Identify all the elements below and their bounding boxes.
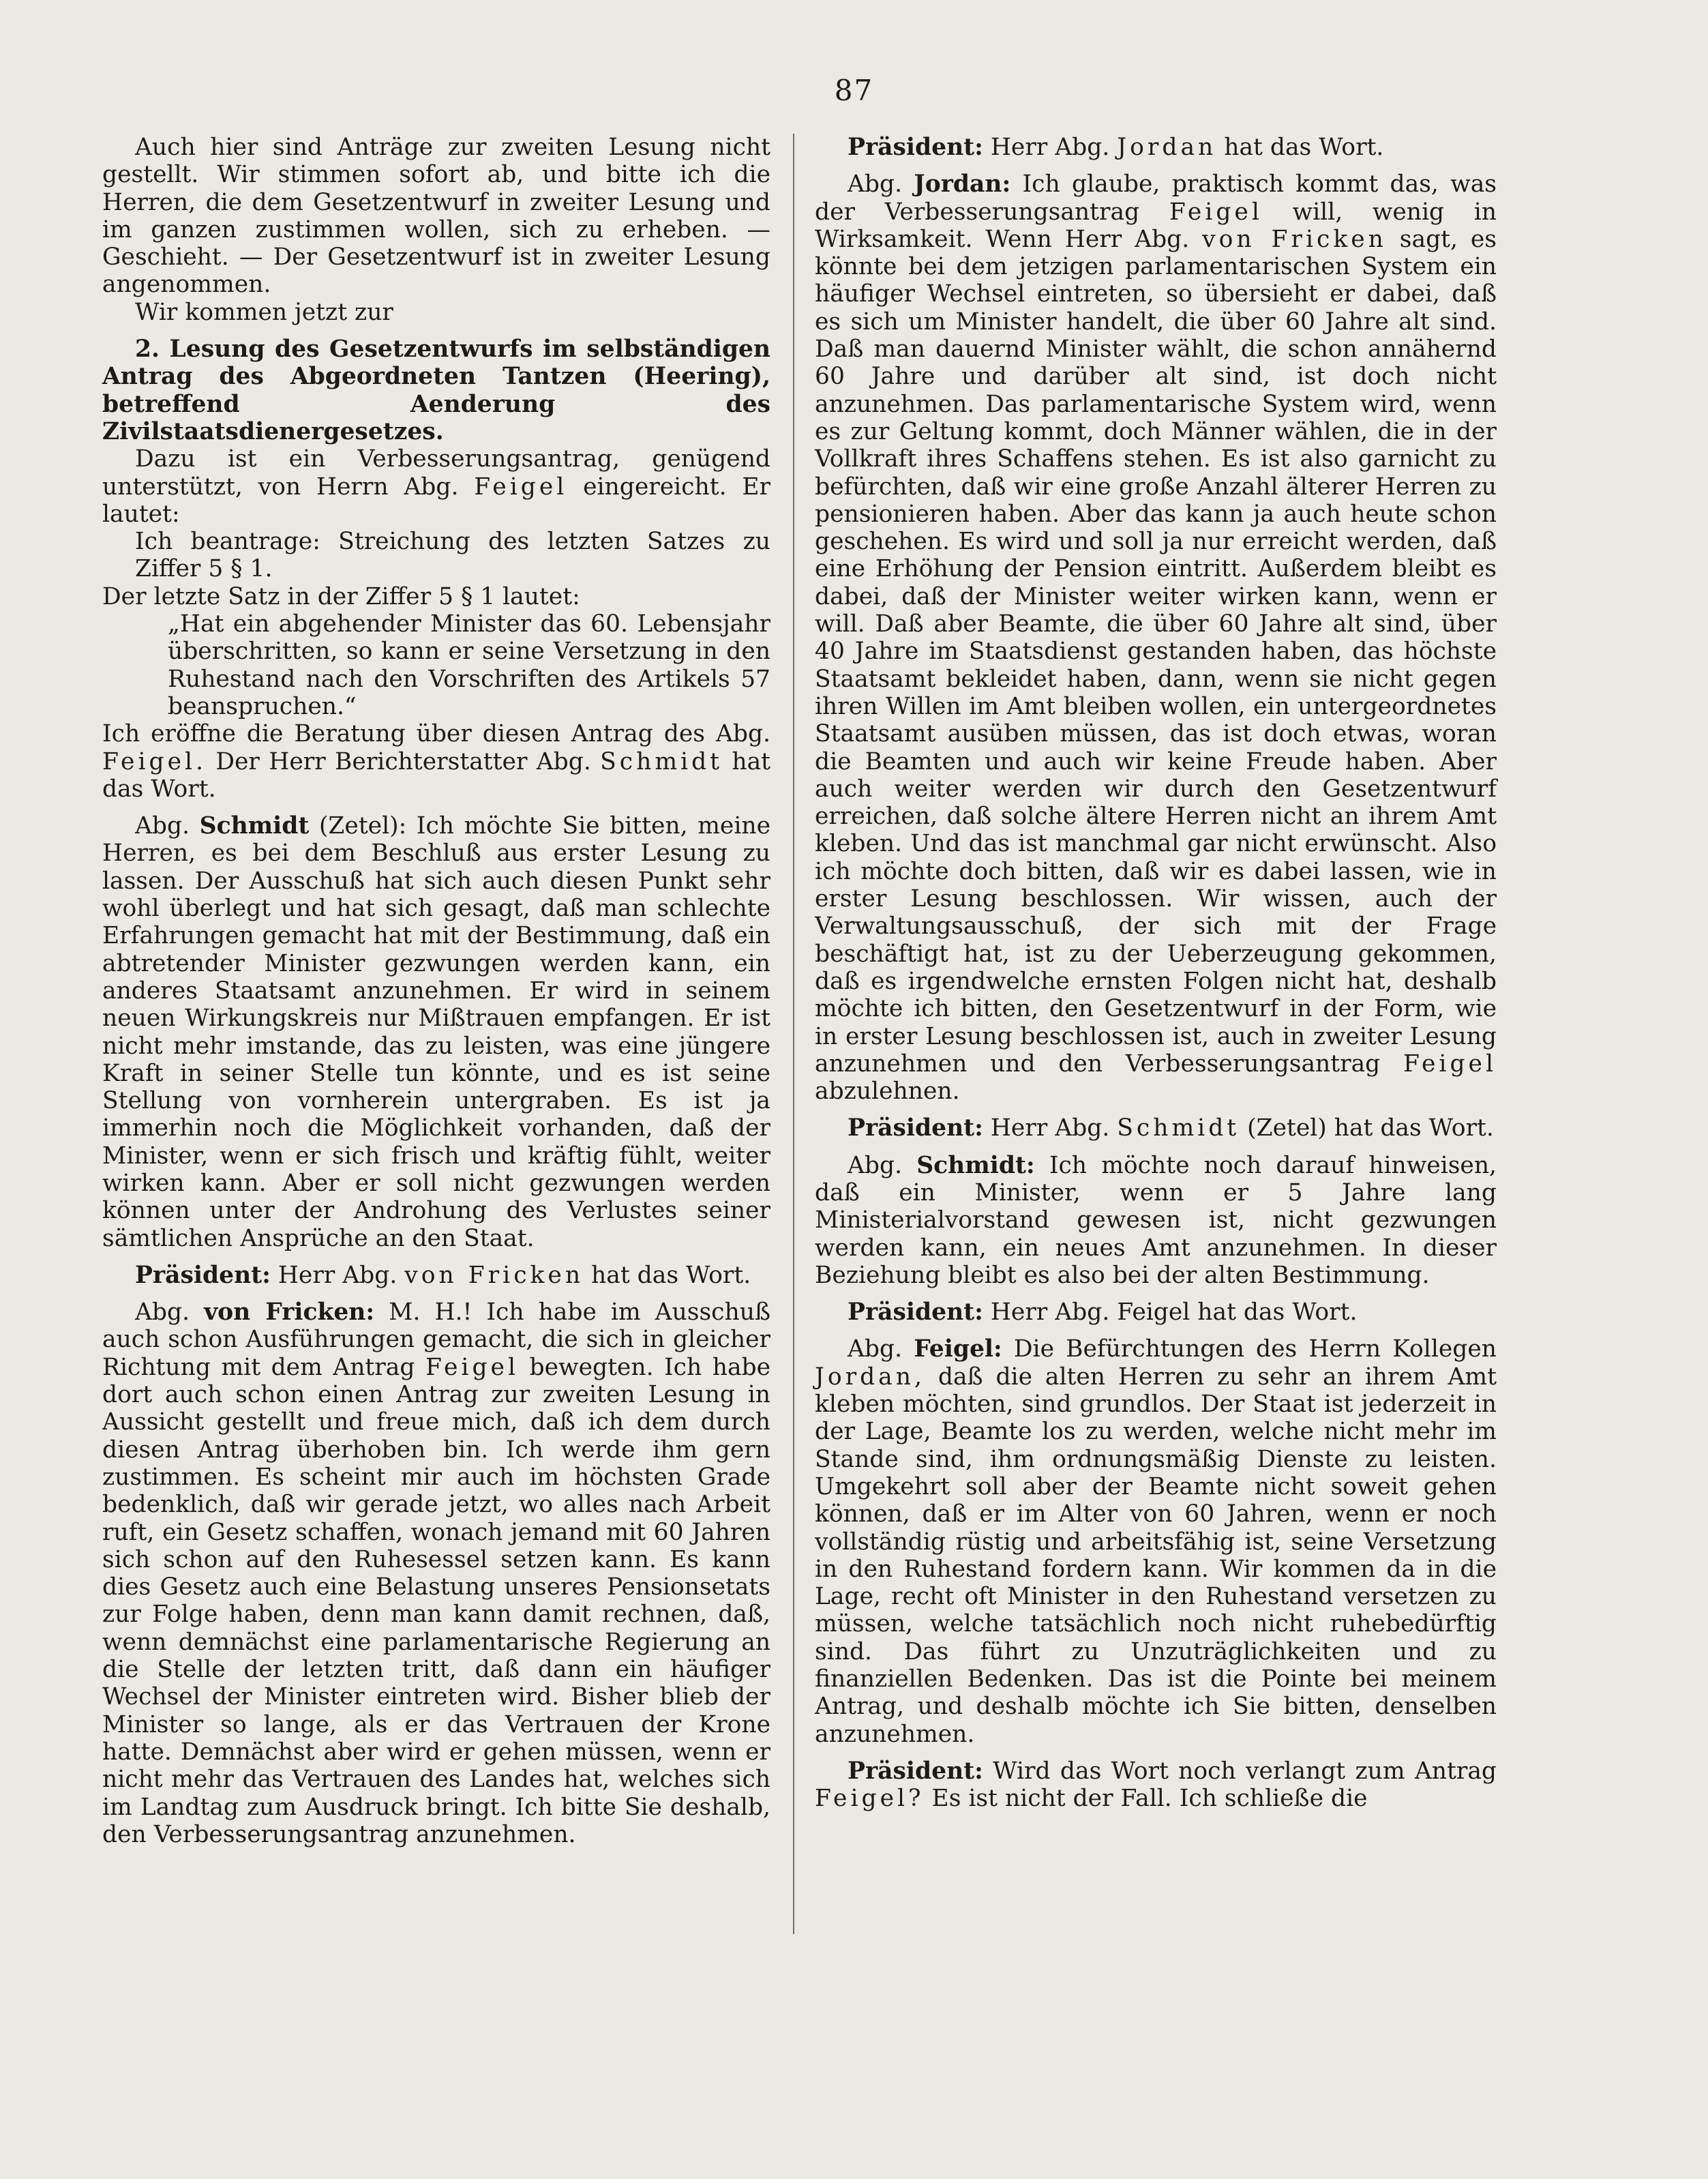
speaker-name: Jordan: bbox=[914, 171, 1011, 198]
text: Dazu ist ein Verbesserungsantrag, genügend unterstützt, von Herrn Abg. bbox=[102, 445, 770, 501]
member-name: Feigel bbox=[1169, 198, 1263, 226]
speech-text: daß die alten Herren zu sehr an ihrem Amt kleben möchten, sind grundlos. Der Staat ist jederzeit in der Lage, Beamte los zu werden, welche nicht mehr im Stande sind, ihm ordnungsmäßig Dienste zu leisten. Umgekehrt soll aber der Beamte nicht soweit gehen können, daß er im Alter von 60 Jahren, wenn er noch vollständig rüstig und arbeitsfähig ist, seine Versetzung in den Ruhestand fordern kann. Wir kommen da in die Lage, recht oft Minister in den Ruhestand versetzen zu müssen, welche tatsächlich noch nicht ruhebedürftig sind. Das führt zu Unzuträglichkeiten und zu finanziellen Bedenken. Das ist die Pointe bei meinem Antrag, und deshalb möchte ich Sie bitten, denselben anzunehmen. bbox=[815, 1363, 1497, 1748]
speaker-label: Präsident: bbox=[848, 1299, 983, 1326]
speaker-name: Schmidt: bbox=[916, 1151, 1035, 1179]
speech-feigel bbox=[815, 1335, 1497, 1747]
text: Herr Abg. bbox=[990, 1114, 1110, 1142]
speech-text: (Zetel): Ich möchte Sie bitten, meine Herren, es bei dem Beschluß aus erster Lesung zu lassen. Der Ausschuß hat sich auch diesen Punkt sehr wohl überlegt und hat sich gesagt, daß man schlechte Erfahrungen gemacht hat mit der Bestimmung, daß ein abtretender Minister gezwungen werden kann, ein anderes Staatsamt anzunehmen. Er wird in seinem neuen Wirkungskreis nur Mißtrauen empfangen. Er ist nicht mehr imstande, das zu leisten, was eine jüngere Kraft in seiner Stelle tun könnte, und es ist seine Stellung von vornherein untergraben. Es ist ja immerhin noch die Möglichkeit vorhanden, daß der Minister, wenn er sich frisch und kräftig fühlt, weiter wirken kann. Aber er soll nicht gezwungen werden können unter der Androhung des Verlustes seiner sämtlichen Ansprüche an den Staat. bbox=[102, 812, 771, 1252]
quote-text: „Hat ein abgehender Minister das 60. Lebensjahr überschritten, so kann er seine Versetzung in den Ruhestand nach den Vorschriften des Artikels 57 beanspruchen.“ bbox=[168, 610, 770, 720]
member-name: Feigel? bbox=[815, 1785, 925, 1813]
text: Abg. bbox=[135, 1299, 190, 1326]
member-name: Feigel bbox=[1403, 1050, 1497, 1078]
speech-text: bewegten. Ich habe dort auch schon einen Antrag zur zweiten Lesung in Aussicht gestellt und freue mich, daß ich dem durch diesen Antrag überhoben bin. Ich werde ihm gern zustimmen. Es scheint mir auch im höchsten Grade bedenklich, daß wir gerade jetzt, wo alles nach Arbeit ruft, ein Gesetz schaffen, wonach jemand mit 60 Jahren sich schon auf den Ruhesessel setzen kann. Es kann dies Gesetz auch eine Belastung unseres Pensionsetats zur Folge haben, denn man kann damit rechnen, daß, wenn demnächst eine parlamentarische Regierung an die Stelle der letzten tritt, daß dann ein häufiger Wechsel der Minister eintreten wird. Bisher blieb der Minister so lange, als er das Vertrauen der Krone hatte. Demnächst aber wird er gehen müssen, wenn er nicht mehr das Vertrauen des Landes hat, welches sich im Landtag zum Ausdruck bringt. Ich bitte Sie deshalb, den Verbesserungsantrag anzunehmen. bbox=[102, 1353, 771, 1848]
president-remark bbox=[102, 1262, 770, 1289]
member-name: Feigel bbox=[425, 1353, 520, 1381]
text: hat das Wort. bbox=[1224, 134, 1384, 161]
text: Der Herr Berichterstatter Abg. bbox=[215, 747, 591, 775]
text: Abg. bbox=[135, 812, 190, 840]
president-remark bbox=[815, 134, 1497, 161]
speech-text: Ich möchte noch darauf hinweisen, daß ein Minister, wenn er 5 Jahre lang Ministerialvorstand gewesen ist, nicht gezwungen werden kann, ein neues Amt anzunehmen. In dieser Beziehung bleibt es also bei der alten Bestimmung. bbox=[815, 1151, 1497, 1289]
text: (Zetel) hat das Wort. bbox=[1247, 1114, 1494, 1142]
speaker-name: Feigel: bbox=[914, 1335, 1002, 1363]
text: Herr Abg. bbox=[278, 1261, 398, 1289]
text: Wird das Wort noch verlangt zum Antrag bbox=[993, 1757, 1497, 1785]
member-name: von Fricken bbox=[404, 1261, 584, 1289]
speech-text: sagt, es könnte bei dem jetzigen parlamentarischen System ein häufiger Wechsel eintreten, so übersieht er dabei, daß es sich um Minister handelt, die über 60 Jahre alt sind. Daß man dauernd Minister wählt, die schon annähernd 60 Jahre und darüber alt sind, ist doch nicht anzunehmen. Das parlamentarische System wird, wenn es zur Geltung kommt, doch Männer wählen, die in der Vollkraft ihres Schaffens stehen. Es ist also garnicht zu befürchten, daß wir eine große Anzahl älterer Herren zu pensionieren haben. Aber das kann ja auch heute schon geschehen. Es wird und soll ja nur erreicht werden, daß eine Erhöhung der Pension eintritt. Außerdem bleibt es dabei, daß der Minister weiter wirken kann, wenn er will. Daß aber Beamte, die über 60 Jahre alt sind, über 40 Jahre im Staatsdienst gestanden haben, das höchste Staatsamt bekleidet haben, dann, wenn sie nicht gegen ihren Willen im Amt bleiben wollen, ein untergeordnetes Staatsamt ausüben müssen, das ist doch etwas, woran die Beamten und auch wir keine Freude haben. Aber auch weiter werden wir durch den Gesetzentwurf erreichen, daß solche ältere Herren nicht an ihrem Amt kleben. Und das ist manchmal gar nicht erwünscht. Also ich möchte doch bitten, daß wir es dabei lassen, wie in erster Lesung beschlossen. Wir wissen, auch der Verwaltungsausschuß, der sich mit der Frage beschäftigt hat, ist zu der Ueberzeugung gekommen, daß es irgendwelche ernsten Folgen nicht hat, deshalb möchte ich bitten, den Gesetzentwurf in der Form, wie in erster Lesung beschlossen ist, auch in zweiter Lesung anzunehmen und den Verbesserungsantrag bbox=[815, 225, 1497, 1078]
section-heading: 2. Lesung des Gesetzentwurfs im selbständigen Antrag des Abgeordneten Tantzen (Heering), betreffend Aenderung des Zivilstaatsdienergesetzes. bbox=[102, 336, 770, 445]
speaker-name: von Fricken: bbox=[204, 1299, 375, 1326]
text: Abg. bbox=[848, 1335, 903, 1363]
speaker-label: Präsident: bbox=[848, 1757, 983, 1785]
member-name: Schmidt bbox=[1117, 1114, 1240, 1142]
paragraph: Auch hier sind Anträge zur zweiten Lesung nicht gestellt. Wir stimmen sofort ab, und bitte ich die Herren, die dem Gesetzentwurf in zweiter Lesung und im ganzen zustimmen wollen, sich zu erheben. — Geschieht. — Der Gesetzentwurf ist in zweiter Lesung angenommen. bbox=[102, 134, 770, 299]
paragraph bbox=[102, 720, 770, 803]
speaker-label: Präsident: bbox=[135, 1261, 271, 1289]
text: Herr Abg. Feigel hat das Wort. bbox=[990, 1299, 1358, 1326]
speech-text: Die Befürchtungen des Herrn Kollegen bbox=[1013, 1335, 1497, 1363]
speech-schmidt bbox=[102, 812, 770, 1252]
member-name: Feigel. bbox=[102, 747, 207, 775]
motion-text bbox=[102, 528, 770, 583]
text: Ich eröffne die Beratung über diesen Antrag des Abg. bbox=[102, 720, 770, 748]
paragraph: Der letzte Satz in der Ziffer 5 § 1 lautet: bbox=[102, 582, 580, 610]
paragraph: Ich beantrage: Streichung des letzten Satzes zu Ziffer 5 § 1. bbox=[135, 528, 770, 583]
text: Es ist nicht der Fall. Ich schließe die bbox=[931, 1785, 1368, 1813]
president-remark bbox=[815, 1114, 1497, 1142]
speaker-name: Schmidt bbox=[199, 812, 310, 840]
text: hat das Wort. bbox=[591, 1261, 751, 1289]
paragraph bbox=[102, 445, 770, 528]
member-name: Feigel bbox=[474, 473, 568, 501]
quoted-clause bbox=[102, 610, 770, 720]
speech-von-fricken bbox=[102, 1299, 770, 1848]
right-column bbox=[815, 134, 1497, 1813]
speaker-label: Präsident: bbox=[848, 1114, 983, 1142]
text: Abg. bbox=[848, 1151, 903, 1179]
member-name: Schmidt bbox=[600, 747, 723, 775]
member-name: Jordan bbox=[1117, 134, 1217, 161]
text: eingereicht. Er lautet: bbox=[102, 473, 771, 528]
speech-text: Ich glaube, praktisch kommt das, was der Verbesserungsantrag bbox=[815, 171, 1497, 226]
speech-text: abzulehnen. bbox=[815, 1078, 960, 1106]
page-number: 87 bbox=[834, 74, 874, 107]
speech-schmidt bbox=[815, 1152, 1497, 1289]
president-remark bbox=[815, 1758, 1497, 1813]
column-divider bbox=[793, 134, 794, 1934]
text: hat das Wort. bbox=[102, 747, 770, 803]
paragraph: Wir kommen jetzt zur bbox=[135, 298, 393, 326]
member-name: Jordan, bbox=[815, 1363, 925, 1391]
member-name: von Fricken bbox=[1202, 225, 1387, 253]
left-column bbox=[102, 134, 770, 1848]
speech-jordan bbox=[815, 171, 1497, 1105]
speech-text: M. H.! Ich habe im Ausschuß auch schon Ausführungen gemacht, die sich in gleicher Richtung mit dem Antrag bbox=[102, 1299, 770, 1381]
text: Abg. bbox=[848, 171, 903, 198]
text: Herr Abg. bbox=[990, 134, 1110, 161]
president-remark bbox=[815, 1299, 1497, 1326]
speaker-label: Präsident: bbox=[848, 134, 983, 161]
speech-text: will, wenig in Wirksamkeit. Wenn Herr Abg. bbox=[815, 198, 1497, 253]
